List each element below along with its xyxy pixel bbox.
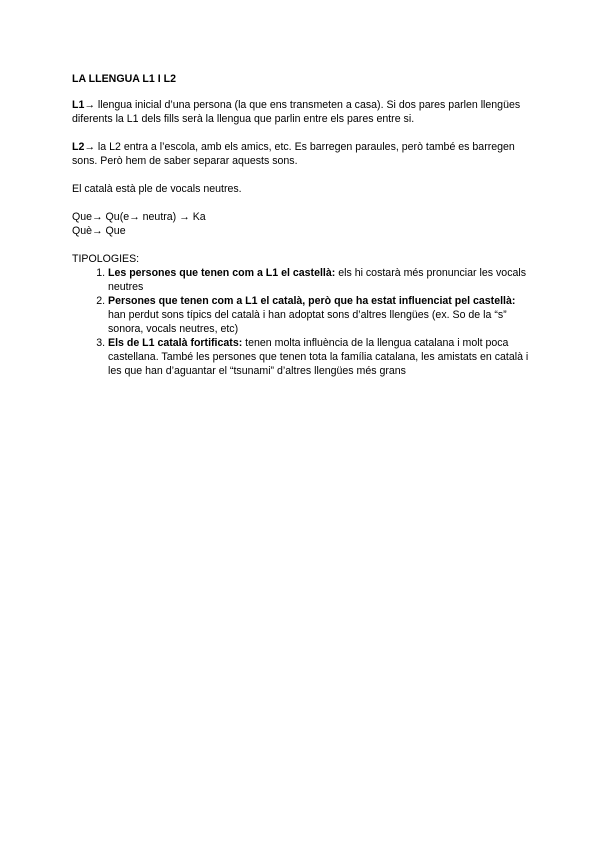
list-item-bold: Les persones que tenen com a L1 el castellà: — [108, 267, 336, 279]
list-item-text: els hi costarà més pronunciar les vocals neutres — [108, 267, 527, 293]
example-line: Que→ Qu(e→ neutra) → Ka — [72, 211, 206, 223]
list-item-text: tenen molta influència de la llengua catalana i molt poca castellana. També les persones que tenen tota la família catalana, les amistats en català i les que han d’aguantar el “tsunami” d’altres llengües més grans — [108, 337, 529, 377]
definition-l1: llengua inicial d’una persona (la que ens transmeten a casa). Si dos pares parlen llengües diferents la L1 dels fills serà la llengua que parlin entre els pares entre si. — [72, 99, 521, 125]
list-item — [108, 266, 532, 294]
list-item-text: han perdut sons típics del català i han adoptat sons d’altres llengües (ex. So de la “s” sonora, vocals neutres, etc) — [108, 309, 507, 335]
paragraph-l1 — [72, 98, 532, 126]
list-item — [108, 294, 532, 336]
example-line: Què→ Que — [72, 225, 126, 237]
list-item-bold: Persones que tenen com a L1 el català, però que ha estat influenciat pel castellà: — [108, 295, 516, 307]
definition-l2: la L2 entra a l’escola, amb els amics, etc. Es barregen paraules, però també es barregen sons. Però hem de saber separar aquests sons. — [72, 141, 515, 167]
typologies-heading: TIPOLOGIES: — [72, 253, 140, 265]
term-l1: L1 — [72, 99, 85, 111]
list-item — [108, 336, 532, 378]
arrow-l2: → — [84, 141, 95, 153]
examples-block — [72, 210, 532, 238]
list-item-bold: Els de L1 català fortificats: — [108, 337, 243, 349]
term-l2: L2 — [72, 141, 85, 153]
document-page — [72, 72, 532, 378]
typologies-list — [72, 266, 532, 378]
arrow-l1: → — [84, 99, 95, 111]
typologies-section — [72, 252, 532, 378]
paragraph-l2 — [72, 140, 532, 168]
document-title: LA LLENGUA L1 I L2 — [72, 73, 176, 85]
paragraph-neutral-vowels: El català està ple de vocals neutres. — [72, 183, 242, 195]
